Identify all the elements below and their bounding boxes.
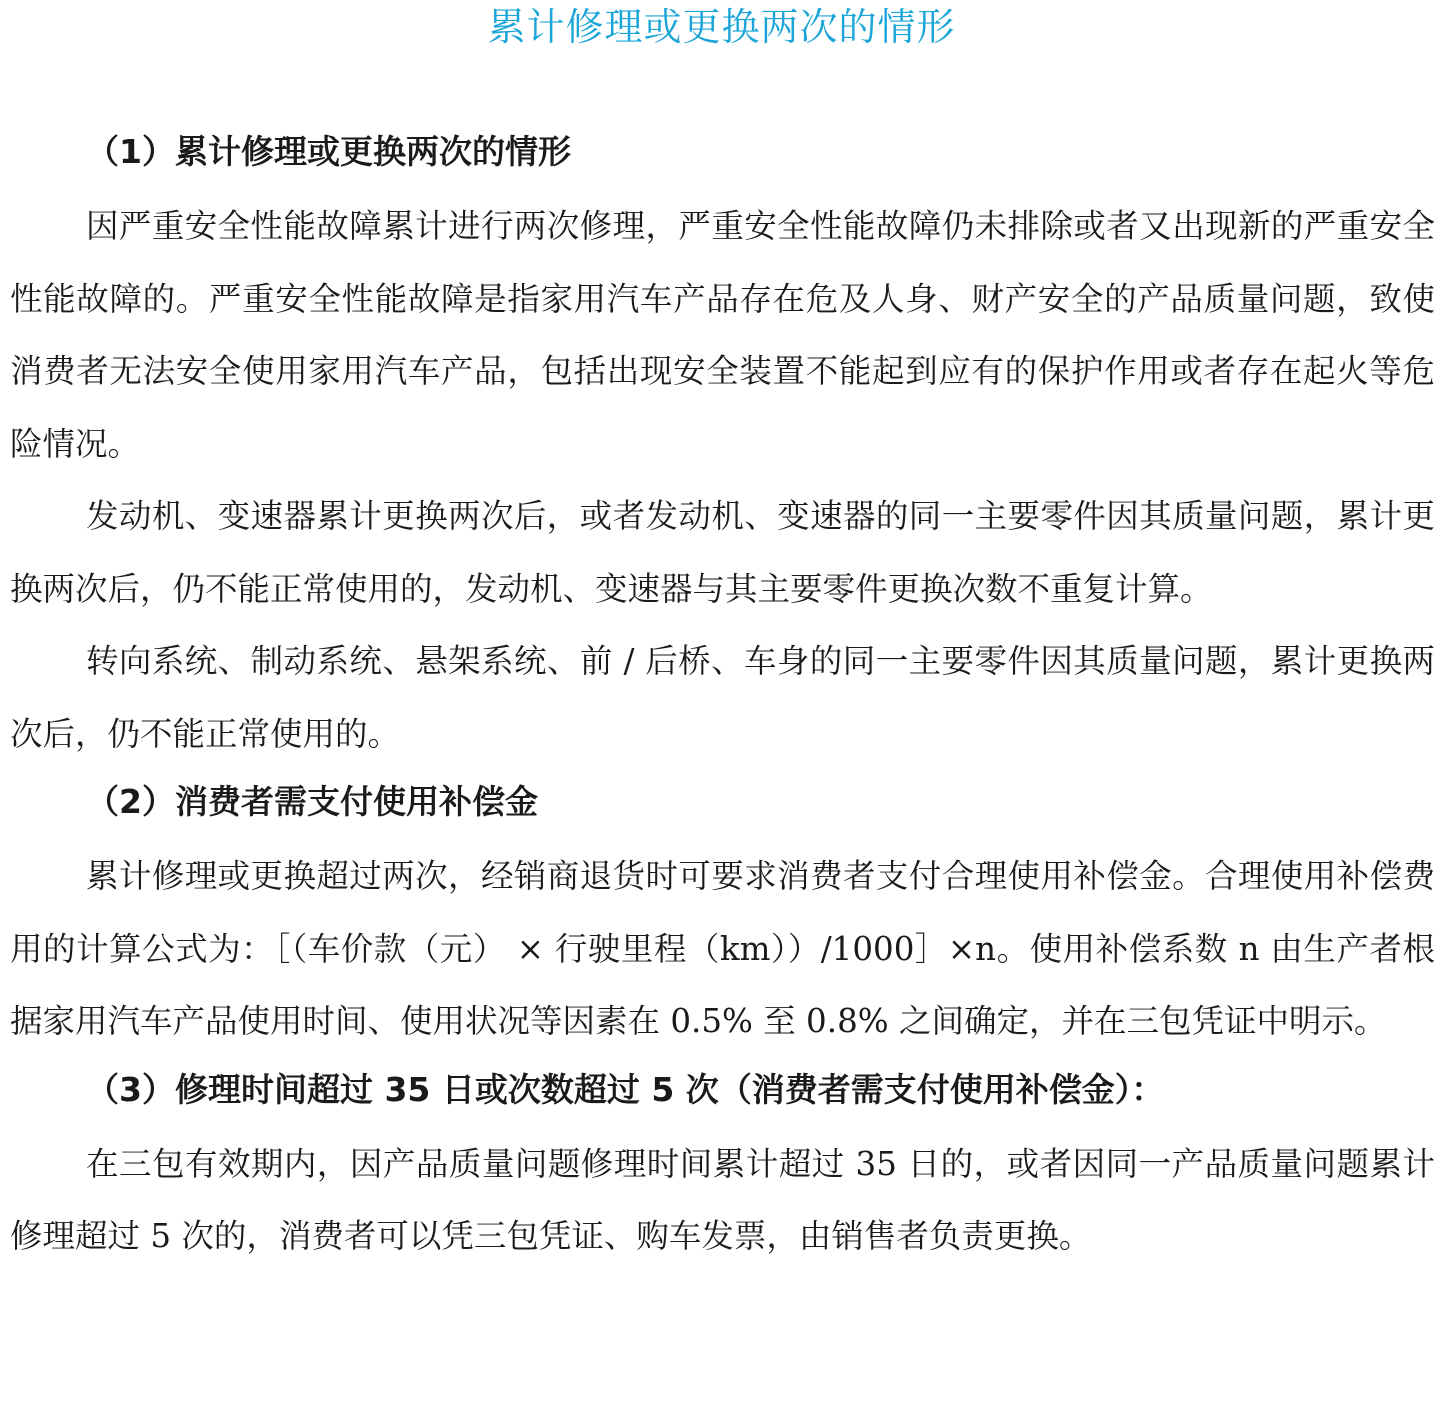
section-heading: （1）累计修理或更换两次的情形 bbox=[86, 132, 571, 171]
section-1 bbox=[10, 120, 1435, 770]
section-2 bbox=[10, 770, 1435, 1058]
paragraph: 发动机、变速器累计更换两次后，或者发动机、变速器的同一主要零件因其质量问题，累计更换两次后，仍不能正常使用的，发动机、变速器与其主要零件更换次数不重复计算。 bbox=[10, 497, 1435, 608]
paragraph: 因严重安全性能故障累计进行两次修理，严重安全性能故障仍未排除或者又出现新的严重安全性能故障的。严重安全性能故障是指家用汽车产品存在危及人身、财产安全的产品质量问题，致使消费者无法安全使用家用汽车产品，包括出现安全装置不能起到应有的保护作用或者存在起火等危险情况。 bbox=[10, 207, 1435, 463]
section-heading: （2）消费者需支付使用补偿金 bbox=[86, 782, 538, 821]
paragraph: 在三包有效期内，因产品质量问题修理时间累计超过 35 日的，或者因同一产品质量问题累计修理超过 5 次的，消费者可以凭三包凭证、购车发票，由销售者负责更换。 bbox=[10, 1144, 1435, 1255]
paragraph: 转向系统、制动系统、悬架系统、前 / 后桥、车身的同一主要零件因其质量问题，累计更换两次后，仍不能正常使用的。 bbox=[10, 642, 1435, 753]
section-heading: （3）修理时间超过 35 日或次数超过 5 次（消费者需支付使用补偿金）： bbox=[86, 1069, 1165, 1109]
document-body bbox=[10, 120, 1435, 1273]
paragraph: 累计修理或更换超过两次，经销商退货时可要求消费者支付合理使用补偿金。合理使用补偿费用的计算公式为：［（车价款（元） × 行驶里程（km））/1000］×n。使用补偿系数 n 由生产者根据家用汽车产品使用时间、使用状况等因素在 0.5% 至 0.8% 之间确定，并在三包凭证中明示。 bbox=[10, 857, 1435, 1040]
page-title: 累计修理或更换两次的情形 bbox=[487, 5, 956, 49]
section-3 bbox=[10, 1058, 1435, 1273]
